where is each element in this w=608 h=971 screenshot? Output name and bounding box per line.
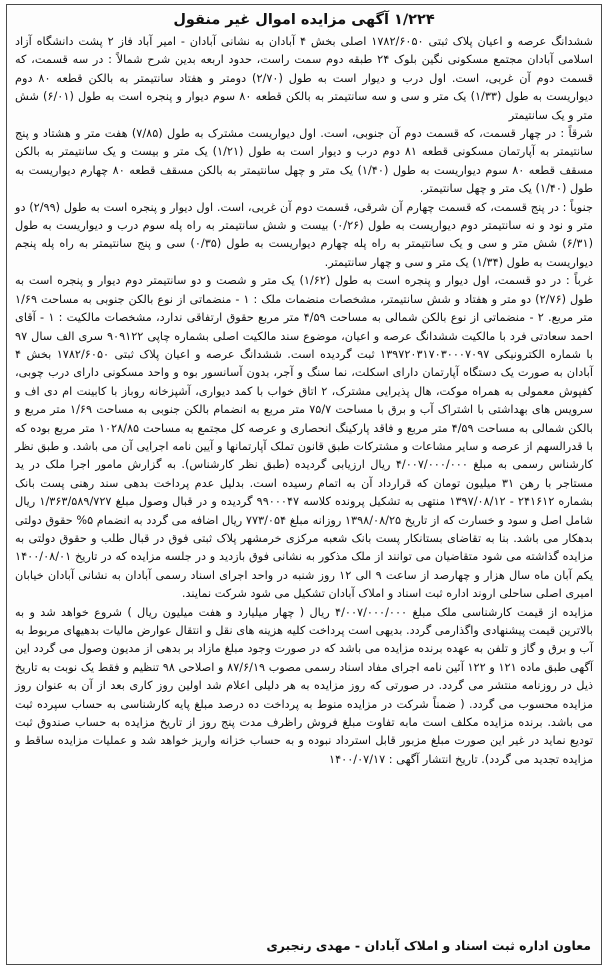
notice-title: ۱/۲۲۴ آگهی مزایده اموال غیر منقول (173, 12, 435, 28)
paragraph-property-north: ششدانگ عرصه و اعیان پلاک ثبتی ۱۷۸۲/۶۰۵۰ اصلی بخش ۴ آبادان به نشانی آبادان - امیر آباد فاز ۲ پشت دانشگاه آزاد اسلامی آبادان مجتمع مسکونی نگین بلوک ۲۴ طبقه دوم سمت راست، حدود اربعه بدین شرح شمالاً : در سه قسمت، که قسمت دوم آن غربی، است. اول درب و دیوار است به طول (۲/۷۰) دومتر و هفتاد سانتیمتر به بالکن قطعه ۸۰ دوم دیواریست به طول (۱/۳۳) یک متر و سی و سه سانتیمتر به بالکن قطعه ۸۰ سوم دیوار و پنجره است به طول (۶/۰۱) شش متر و یک سانتیمتر (15, 35, 594, 122)
notice-body (15, 33, 593, 769)
paragraph-east: شرقاً : در چهار قسمت، که قسمت دوم آن جنوبی، است. اول دیواریست مشترک به طول (۷/۸۵) هفت متر و هشتاد و پنج سانتیمتر به آپارتمان مسکونی قطعه ۸۱ دوم درب و دیوار است به طول (۱/۲۱) یک متر و بیست و یک سانتیمتر به بالکن مسقف قطعه ۸۰ سوم دیواریست به طول (۱/۴۰) یک متر و چهل سانتیمتر به بالکن مسقف قطعه ۸۰ چهارم دیواریست به طول (۱/۴۰) یک متر و چهل سانتیمتر. (15, 127, 594, 196)
auction-notice (6, 4, 602, 965)
paragraph-west-details: غرباً : در دو قسمت، اول دیوار و پنجره است به طول (۱/۶۲) یک متر و شصت و دو سانتیمتر دوم دیوار و پنجره است به طول (۲/۷۶) دو متر و هفتاد و شش سانتیمتر، مشخصات منضمات ملک : ۱ - منضماتی از نوع بالکن جنوبی به مساحت ۱/۶۹ متر مربع. ۲ - منضماتی از نوع بالکن شمالی به مساحت ۴/۵۹ متر مربع حقوق ارتفاقی ندارد، مشخصات مالکیت : ۱ - آقای احمد سعادتی فرد با مالکیت ششدانگ عرصه و اعیان، موضوع سند مالکیت اصلی بشماره چاپی ۹۰۹۱۲۲ سری الف سال ۹۷ با شماره الکترونیکی ۱۳۹۷۲۰۳۱۷۰۳۰۰۰۷۰۹۷ ثبت گردیده است. ششدانگ عرصه و اعیان پلاک ثبتی ۱۷۸۲/۶۰۵۰ بخش ۴ آبادان به صورت یک دستگاه آپارتمان دارای اسکلت، نما سنگ و آجر، بدون آسانسور بوه و واحد مسکونی دارای درب چوبی، کفپوش معمولی به همراه موکت، هال پذیرایی مشترک، ۲ اتاق خواب با کمد دیواری، آشپزخانه روباز با کابینت ام دی اف و سرویس های بهداشتی با اشتراک آب و برق با مساحت ۷۵/۷ متر مربع به انضمام بالکن جنوبی به مساحت ۱/۶۹ متر مربع و بالکن شمالی به مساحت ۴/۵۹ متر مربع و فاقد پارکینگ انحصاری و عرصه کل مجتمع به مساحت ۱۰۲۸/۸۵ متر مربع بوده که با قدرالسهم از عرصه و سایر مشاعات و مشترکات طبق قانون تملک آپارتمانها و آیین نامه اجرایی آن می باشد. و طبق نظر کارشناس رسمی به مبلغ ۴/۰۰۷/۰۰۰/۰۰۰ ریال ارزیابی گردیده (طبق نظر کارشناس). به گزارش مامور اجرا ملک در ید مستاجر با رهن ۳۱ میلیون تومان که قرارداد آن به اتمام رسیده است. بدلیل عدم پرداخت بدهی سند رهنی پست بانک بشماره ۲۴۱۶۱۲ - ۱۳۹۷/۰۸/۱۲ منتهی به تشکیل پرونده کلاسه ۹۹۰۰۰۴۷ گردیده و در قبال وصول مبلغ ۱/۳۶۳/۵۸۹/۷۲۷ ریال شامل اصل و سود و خسارت که از تاریخ ۱۳۹۸/۰۸/۲۵ روزانه مبلغ ۷۷۳/۰۵۴ ریال اضافه می گردد به انضمام ۵% حقوق دولتی بدهکار می باشد. بنا به تقاضای بستانکار پست بانک شعبه مرکزی خرمشهر پلاک ثبتی فوق در قبال طلب و حقوق دولتی به مزایده گذاشته می شود متقاضیان می توانند از ملک مذکور به نشانی فوق بازدید و در جلسه مزایده که در تاریخ ۱۴۰۰/۰۸/۰۱ یکم آبان ماه سال هزار و چهارصد از ساعت ۹ الی ۱۲ روز شنبه در واحد اجرای اسناد رسمی آبادان به نشانی آبادان خیابان امیری اصلی ساحلی اروند اداره ثبت اسناد و املاک آبادان تشکیل می شود شرکت نمایند. (15, 274, 594, 601)
paragraph-south: جنوباً : در پنج قسمت، که قسمت چهارم آن شرقی، قسمت دوم آن غربی، است. اول دیوار و پنجره است به طول (۲/۹۹) دو متر و نود و نه سانتیمتر دوم دیواریست به طول (۰/۲۶) بیست و شش سانتیمتر به راه پله سوم درب و دیواریست به طول (۶/۳۱) شش متر و سی و یک سانتیمتر به راه پله چهارم دیواریست به طول (۰/۳۵) سی و پنج سانتیمتر به راه پله پنجم دیواریست به طول (۱/۳۴) یک متر و سی و چهار سانتیمتر. (15, 200, 593, 269)
notice-signature: معاون اداره ثبت اسناد و املاک آبادان - مهدی رنجبری (266, 938, 591, 953)
paragraph-auction-terms: مزایده از قیمت کارشناسی ملک مبلغ ۴/۰۰۷/۰۰۰/۰۰۰ ریال ( چهار میلیارد و هفت میلیون ریال ) شروع خواهد شد و به بالاترین قیمت پیشنهادی واگذارمی گردد. بدیهی است پرداخت کلیه هزینه های نقل و انتقال عوارض مالیات بدهیهای مربوط به آب و برق و گاز و تلفن به عهده برنده مزایده می باشد که در صورت وجود مبلغ مازاد بر بدهی از مدیون وصول می گردد این آگهی طبق ماده ۱۲۱ و ۱۲۲ آئین نامه اجرای مفاد اسناد رسمی مصوب ۸۷/۶/۱۹ و اصلاحی ۹۸ تنظیم و فقط یک نوبت به تاریخ ذیل در روزنامه منتشر می گردد. در صورتی که روز مزایده به هر دلیلی اعلام شد اولین روز کاری بعد از آن به عنوان روز مزایده محسوب می گردد. ( ضمناً شرکت در مزایده منوط به پرداخت ده درصد مبلغ پایه کارشناسی به حساب سپرده ثبت می باشد. برنده مزایده مکلف است مابه تفاوت مبلغ فروش راظرف مدت پنج روز از تاریخ مزایده به حساب صندوق ثبت تودیع نماید در غیر این صورت مبلغ مزبور قابل استرداد نبوده و به حساب خزانه واریز خواهد شد و عملیات مزایده ساقط و مزایده تجدید می گردد). تاریخ انتشار آگهی : ۱۴۰۰/۰۷/۱۷ (15, 605, 594, 766)
